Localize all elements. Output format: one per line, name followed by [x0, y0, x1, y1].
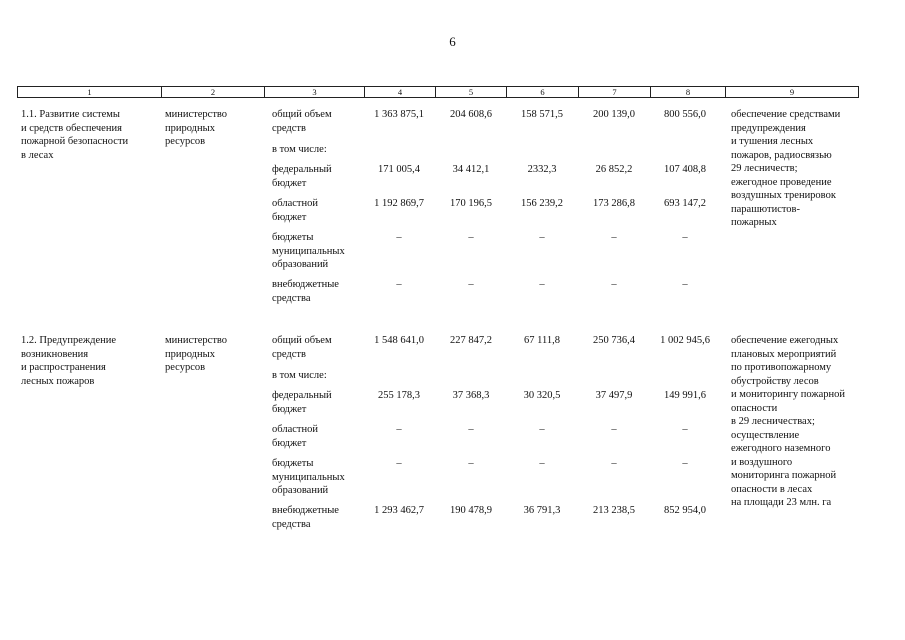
result-line: осуществление — [731, 429, 800, 441]
funding-value: 171 005,4 — [378, 164, 420, 175]
result-line: и воздушного — [731, 456, 793, 468]
event-title-line: лесных пожаров — [21, 375, 95, 387]
funding-value: – — [539, 424, 545, 435]
funding-value: – — [611, 424, 617, 435]
column-number-4: 4 — [365, 87, 436, 98]
result-line: мониторинга пожарной — [731, 470, 837, 481]
funding-value: 26 852,2 — [595, 164, 633, 175]
funding-value: 149 991,6 — [664, 390, 706, 401]
column-number-6: 6 — [507, 87, 579, 98]
funding-source-line: бюджет — [272, 437, 307, 449]
executor-line: природных — [165, 348, 215, 360]
funding-value: – — [611, 279, 617, 290]
funding-value: – — [611, 458, 617, 469]
funding-value: 800 556,0 — [664, 109, 706, 120]
funding-value: – — [682, 424, 688, 435]
result-line: опасности в лесах — [731, 483, 813, 495]
funding-source-line: общий объем — [272, 335, 332, 346]
funding-source-line: в том числе: — [272, 370, 327, 381]
funding-value: 213 238,5 — [593, 505, 635, 516]
funding-source-line: бюджеты — [272, 232, 314, 243]
result-line: на площади 23 млн. га — [731, 497, 832, 508]
funding-source-line: образований — [272, 485, 329, 496]
executor-line: природных — [165, 122, 215, 134]
funding-value: 1 363 875,1 — [374, 109, 424, 120]
funding-value: – — [682, 279, 688, 290]
result-line: обустройству лесов — [731, 375, 819, 387]
funding-source-line: федеральный — [272, 164, 332, 175]
result-line: парашютистов- — [731, 203, 801, 215]
funding-source-line: в том числе: — [272, 144, 327, 155]
funding-value: 37 368,3 — [452, 390, 490, 401]
result-line: воздушных тренировок — [731, 190, 836, 201]
funding-value: 34 412,1 — [452, 164, 490, 175]
executor-line: министерство — [165, 109, 228, 120]
funding-value: – — [396, 458, 402, 469]
funding-value: – — [682, 232, 688, 243]
funding-value: 255 178,3 — [378, 390, 420, 401]
funding-source-line: образований — [272, 259, 329, 270]
funding-source-line: средств — [272, 348, 306, 360]
funding-source-line: бюджеты — [272, 458, 314, 469]
funding-value: – — [682, 458, 688, 469]
funding-value: 30 320,5 — [523, 390, 561, 401]
funding-value: 107 408,8 — [664, 164, 706, 175]
funding-value: – — [468, 458, 474, 469]
funding-value: 1 192 869,7 — [374, 198, 424, 209]
result-line: пожарных — [731, 217, 777, 228]
funding-source-line: бюджет — [272, 211, 307, 223]
funding-source-line: муниципальных — [272, 471, 345, 483]
event-title-line: 1.1. Развитие системы — [21, 109, 120, 120]
result-line: опасности — [731, 402, 778, 414]
funding-value: – — [468, 232, 474, 243]
result-line: и мониторингу пожарной — [731, 389, 846, 400]
result-line: обеспечение ежегодных — [731, 335, 839, 346]
event-title-line: в лесах — [21, 149, 54, 161]
funding-source-line: областной — [272, 424, 318, 435]
executor-line: министерство — [165, 335, 228, 346]
event-title-line: 1.2. Предупреждение — [21, 335, 117, 346]
result-line: по противопожарному — [731, 362, 832, 373]
executor-line: ресурсов — [165, 362, 206, 373]
column-number-7: 7 — [579, 87, 651, 98]
funding-source-line: общий объем — [272, 109, 332, 120]
funding-value: 1 548 641,0 — [374, 335, 424, 346]
funding-source-line: бюджет — [272, 177, 307, 189]
result-line: пожаров, радиосвязью — [731, 149, 832, 161]
column-number-3: 3 — [265, 87, 365, 98]
event-title-line: и средств обеспечения — [21, 122, 122, 134]
funding-source-line: внебюджетные — [272, 505, 339, 516]
page-number: 6 — [449, 34, 456, 49]
column-number-2: 2 — [162, 87, 265, 98]
funding-source-line: средств — [272, 122, 306, 134]
funding-value: – — [539, 458, 545, 469]
result-line: предупреждения — [731, 122, 806, 134]
funding-value: 204 608,6 — [450, 109, 492, 120]
result-line: ежегодное проведение — [731, 176, 832, 188]
column-number-9: 9 — [726, 87, 859, 98]
funding-value: 173 286,8 — [593, 198, 635, 209]
funding-value: 250 736,4 — [593, 335, 635, 346]
funding-value: 693 147,2 — [664, 198, 706, 209]
column-number-5: 5 — [436, 87, 507, 98]
funding-value: 190 478,9 — [450, 505, 492, 516]
funding-value: – — [539, 279, 545, 290]
funding-value: 200 139,0 — [593, 109, 635, 120]
funding-value: 170 196,5 — [450, 198, 492, 209]
column-number-8: 8 — [651, 87, 726, 98]
funding-value: – — [396, 424, 402, 435]
funding-value: 1 293 462,7 — [374, 505, 424, 516]
funding-value: 227 847,2 — [450, 335, 492, 346]
funding-value: – — [396, 232, 402, 243]
funding-value: 156 239,2 — [521, 198, 563, 209]
funding-value: – — [468, 279, 474, 290]
column-number-header — [17, 86, 859, 98]
funding-value: 158 571,5 — [521, 109, 563, 120]
funding-source-line: средства — [272, 292, 311, 304]
result-line: ежегодного наземного — [731, 443, 831, 454]
funding-value: 2332,3 — [527, 164, 557, 175]
funding-value: 1 002 945,6 — [660, 335, 710, 346]
executor-line: ресурсов — [165, 136, 206, 147]
event-title-line: возникновения — [21, 348, 89, 360]
result-line: 29 лесничеств; — [731, 163, 798, 174]
funding-value: – — [468, 424, 474, 435]
funding-value: – — [539, 232, 545, 243]
funding-value: 67 111,8 — [524, 335, 560, 346]
column-number-1: 1 — [18, 87, 162, 98]
funding-source-line: бюджет — [272, 403, 307, 415]
result-line: плановых мероприятий — [731, 348, 837, 360]
funding-source-line: муниципальных — [272, 245, 345, 257]
result-line: и тушения лесных — [731, 136, 814, 147]
funding-source-line: внебюджетные — [272, 279, 339, 290]
event-title-line: и распространения — [21, 362, 106, 373]
funding-source-line: средства — [272, 518, 311, 530]
funding-value: 852 954,0 — [664, 505, 706, 516]
result-line: обеспечение средствами — [731, 109, 841, 120]
funding-value: – — [396, 279, 402, 290]
funding-value: 37 497,9 — [595, 390, 633, 401]
funding-value: 36 791,3 — [523, 505, 561, 516]
event-title-line: пожарной безопасности — [21, 136, 129, 147]
result-line: в 29 лесничествах; — [731, 416, 815, 427]
funding-value: – — [611, 232, 617, 243]
funding-source-line: областной — [272, 198, 318, 209]
funding-source-line: федеральный — [272, 390, 332, 401]
